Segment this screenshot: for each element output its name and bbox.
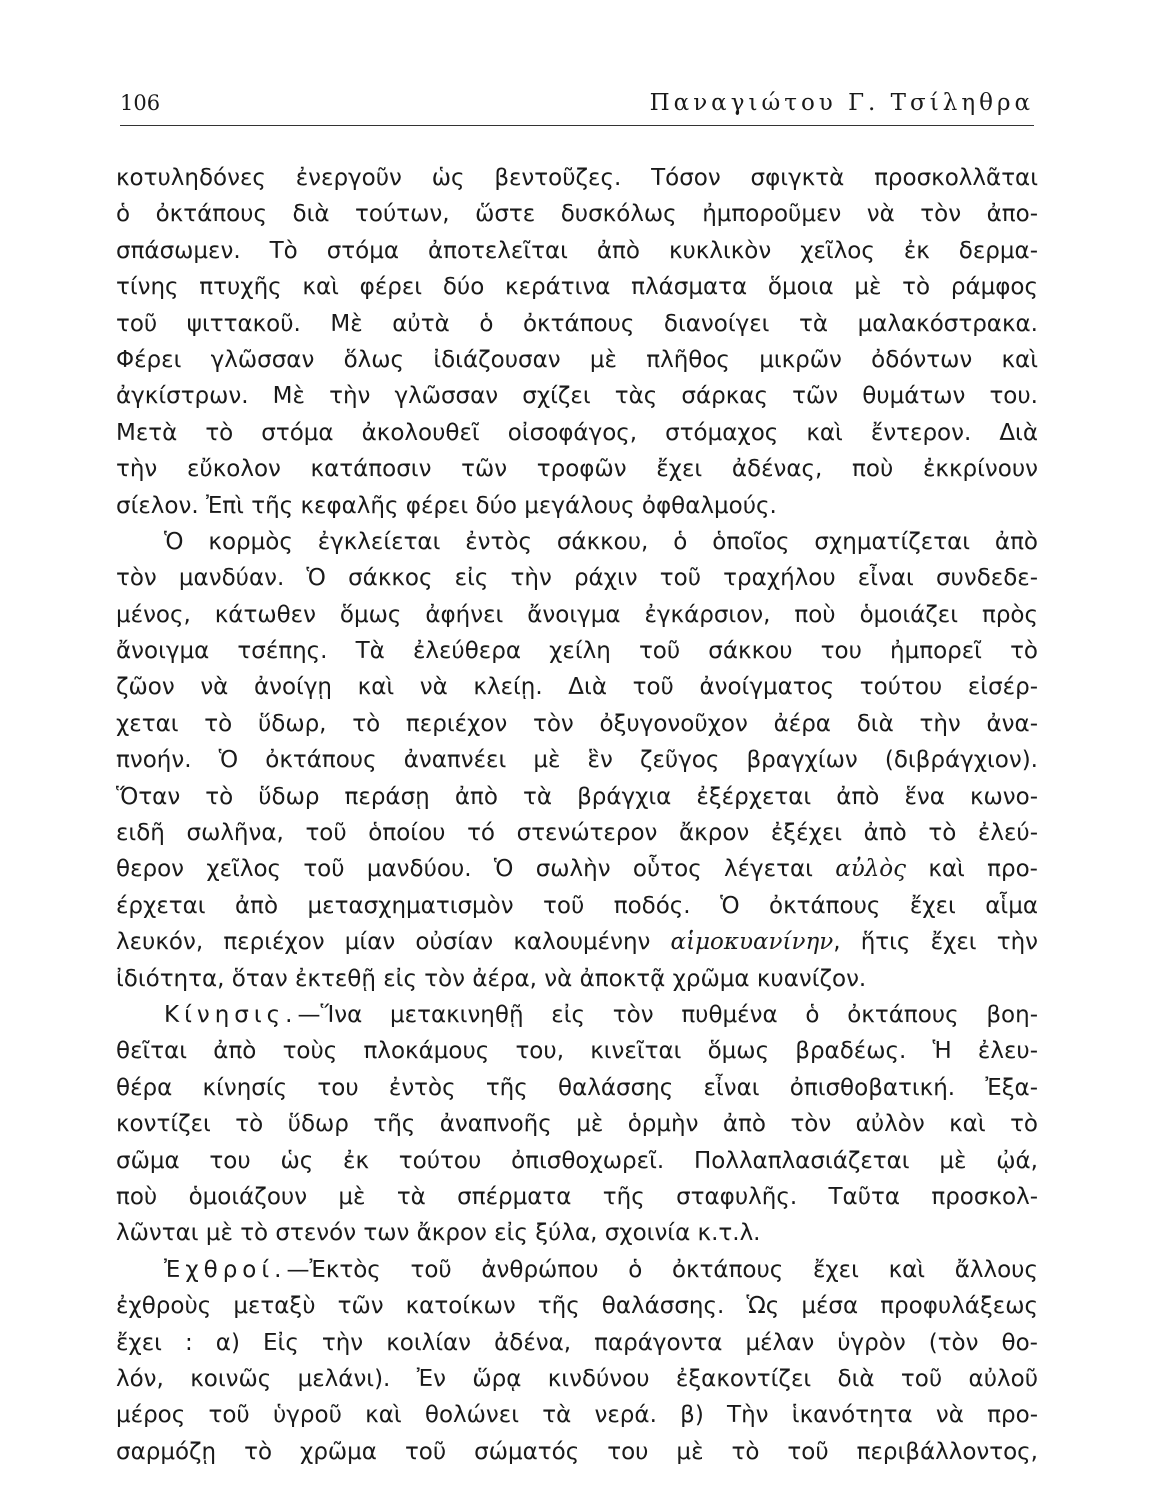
text-line [116,1252,1038,1288]
text-line [116,924,1038,960]
text-line: Φέρει γλῶσσαν ὅλως ἰδιάζουσαν μὲ πλῆθος μικρῶν ὀδόντων καὶ [116,346,1038,373]
text-line: κοντίζει τὸ ὕδωρ τῆς ἀναπνοῆς μὲ ὁρμὴν ἀπὸ τὸν αὐλὸν καὶ τὸ [116,1111,1038,1138]
text-line: λόν, κοινῶς μελάνι). Ἐν ὥρᾳ κινδύνου ἐξακοντίζει διὰ τοῦ αὐλοῦ [116,1365,1038,1392]
text-run: θερον χεῖλος τοῦ μανδύου. Ὁ σωλὴν οὗτος λέγεται [116,856,836,883]
text-line: ὁ ὀκτάπους διὰ τούτων, ὥστε δυσκόλως ἠμποροῦμεν νὰ τὸν ἀπο- [116,201,1038,228]
italic-term-haemocyanin: αἱμοκυανίνην [670,929,834,956]
text-line: ἔχει : α) Εἰς τὴν κοιλίαν ἀδένα, παράγοντα μέλαν ὑγρὸν (τὸν θο- [116,1329,1038,1356]
text-line: μέρος τοῦ ὑγροῦ καὶ θολώνει τὰ νερά. β) Τὴν ἱκανότητα νὰ προ- [116,1402,1038,1429]
text-line [116,997,1038,1033]
text-line: κοτυληδόνες ἐνεργοῦν ὡς βεντοῦζες. Τόσον σφιγκτὰ προσκολλᾶται [116,165,1038,191]
text-line: σαρμόζῃ τὸ χρῶμα τοῦ σώματός του μὲ τὸ τοῦ περιβάλλοντος, [116,1438,1038,1465]
text-line: ἐχθροὺς μεταξὺ τῶν κατοίκων τῆς θαλάσσης. Ὡς μέσα προφυλάξεως [116,1293,1038,1320]
text-line: Ὅταν τὸ ὕδωρ περάσῃ ἀπὸ τὰ βράγχια ἐξέρχεται ἀπὸ ἕνα κωνο- [116,783,1038,810]
text-line: ειδῆ σωλῆνα, τοῦ ὁποίου τό στενώτερον ἄκρον ἐξέχει ἀπὸ τὸ ἐλεύ- [116,820,1038,847]
text-line [116,851,1038,887]
text-line: σίελον. Ἐπὶ τῆς κεφαλῆς φέρει δύο μεγάλους ὀφθαλμούς. [116,492,777,519]
text-run: καὶ προ- [906,856,1038,883]
text-line: ἰδιότητα, ὅταν ἐκτεθῇ εἰς τὸν ἀέρα, νὰ ἀποκτᾷ χρῶμα κυανίζον. [116,965,867,992]
running-title: Παναγιώτου Γ. Τσίληθρα [649,90,1034,116]
running-head [120,88,1034,128]
header-rule [120,125,1034,126]
section-heading-enemies: Ἐχθροί. [164,1256,287,1283]
text-line: χεται τὸ ὕδωρ, τὸ περιέχον τὸν ὀξυγονοῦχον ἀέρα διὰ τὴν ἀνα- [116,710,1038,737]
text-line: σπάσωμεν. Τὸ στόμα ἀποτελεῖται ἀπὸ κυκλικὸν χεῖλος ἐκ δερμα- [116,237,1038,264]
body-text [116,160,1038,1470]
text-line: τὸν μανδύαν. Ὁ σάκκος εἰς τὴν ράχιν τοῦ τραχήλου εἶναι συνδεδε- [116,565,1038,592]
text-line: τίνης πτυχῆς καὶ φέρει δύο κεράτινα πλάσματα ὅμοια μὲ τὸ ράμφος [116,274,1038,301]
text-line: θεῖται ἀπὸ τοὺς πλοκάμους του, κινεῖται ὅμως βραδέως. Ἡ ἐλευ- [116,1038,1038,1065]
text-run: —Ἵνα μετακινηθῇ εἰς τὸν πυθμένα ὁ ὀκτάπους βοη- [297,1001,1038,1028]
text-line: ποὺ ὁμοιάζουν μὲ τὰ σπέρματα τῆς σταφυλῆς. Ταῦτα προσκολ- [116,1183,1038,1210]
text-line: Ὁ κορμὸς ἐγκλείεται ἐντὸς σάκκου, ὁ ὁποῖος σχηματίζεται ἀπὸ [164,528,1038,555]
text-line: Μετὰ τὸ στόμα ἀκολουθεῖ οἰσοφάγος, στόμαχος καὶ ἔντερον. Διὰ [116,419,1038,446]
text-line: τοῦ ψιττακοῦ. Μὲ αὐτὰ ὁ ὀκτάπους διανοίγει τὰ μαλακόστρακα. [116,310,1038,337]
italic-term-aulos: αὐλὸς [835,856,907,883]
text-line: σῶμα του ὡς ἐκ τούτου ὀπισθοχωρεῖ. Πολλαπλασιάζεται μὲ ᾠά, [116,1147,1038,1174]
text-line: μένος, κάτωθεν ὅμως ἀφήνει ἄνοιγμα ἐγκάρσιον, ποὺ ὁμοιάζει πρὸς [116,601,1038,628]
text-run: —Ἐκτὸς τοῦ ἀνθρώπου ὁ ὀκτάπους ἔχει καὶ ἄλλους [286,1256,1038,1283]
text-run: λευκόν, περιέχον μίαν οὐσίαν καλουμένην [116,929,671,956]
text-run: , ἥτις ἔχει τὴν [833,929,1038,956]
page-number: 106 [120,91,161,115]
text-line: τὴν εὔκολον κατάποσιν τῶν τροφῶν ἔχει ἀδένας, ποὺ ἐκκρίνουν [116,456,1038,483]
text-line: πνοήν. Ὁ ὀκτάπους ἀναπνέει μὲ ἓν ζεῦγος βραγχίων (διβράγχιον). [116,747,1038,774]
text-line: λῶνται μὲ τὸ στενόν των ἄκρον εἰς ξύλα, σχοινία κ.τ.λ. [116,1220,761,1247]
text-line: θέρα κίνησίς του ἐντὸς τῆς θαλάσσης εἶναι ὀπισθοβατική. Ἐξα- [116,1074,1038,1101]
text-line: ἄνοιγμα τσέπης. Τὰ ἐλεύθερα χείλη τοῦ σάκκου του ἠμπορεῖ τὸ [116,638,1038,665]
section-heading-movement: Κίνησις. [164,1001,298,1028]
text-line: έρχεται ἀπὸ μετασχηματισμὸν τοῦ ποδός. Ὁ ὀκτάπους ἔχει αἷμα [116,892,1038,919]
text-line: ζῶον νὰ ἀνοίγῃ καὶ νὰ κλείῃ. Διὰ τοῦ ἀνοίγματος τούτου εἰσέρ- [116,674,1038,701]
text-line: ἀγκίστρων. Μὲ τὴν γλῶσσαν σχίζει τὰς σάρκας τῶν θυμάτων του. [116,383,1038,410]
